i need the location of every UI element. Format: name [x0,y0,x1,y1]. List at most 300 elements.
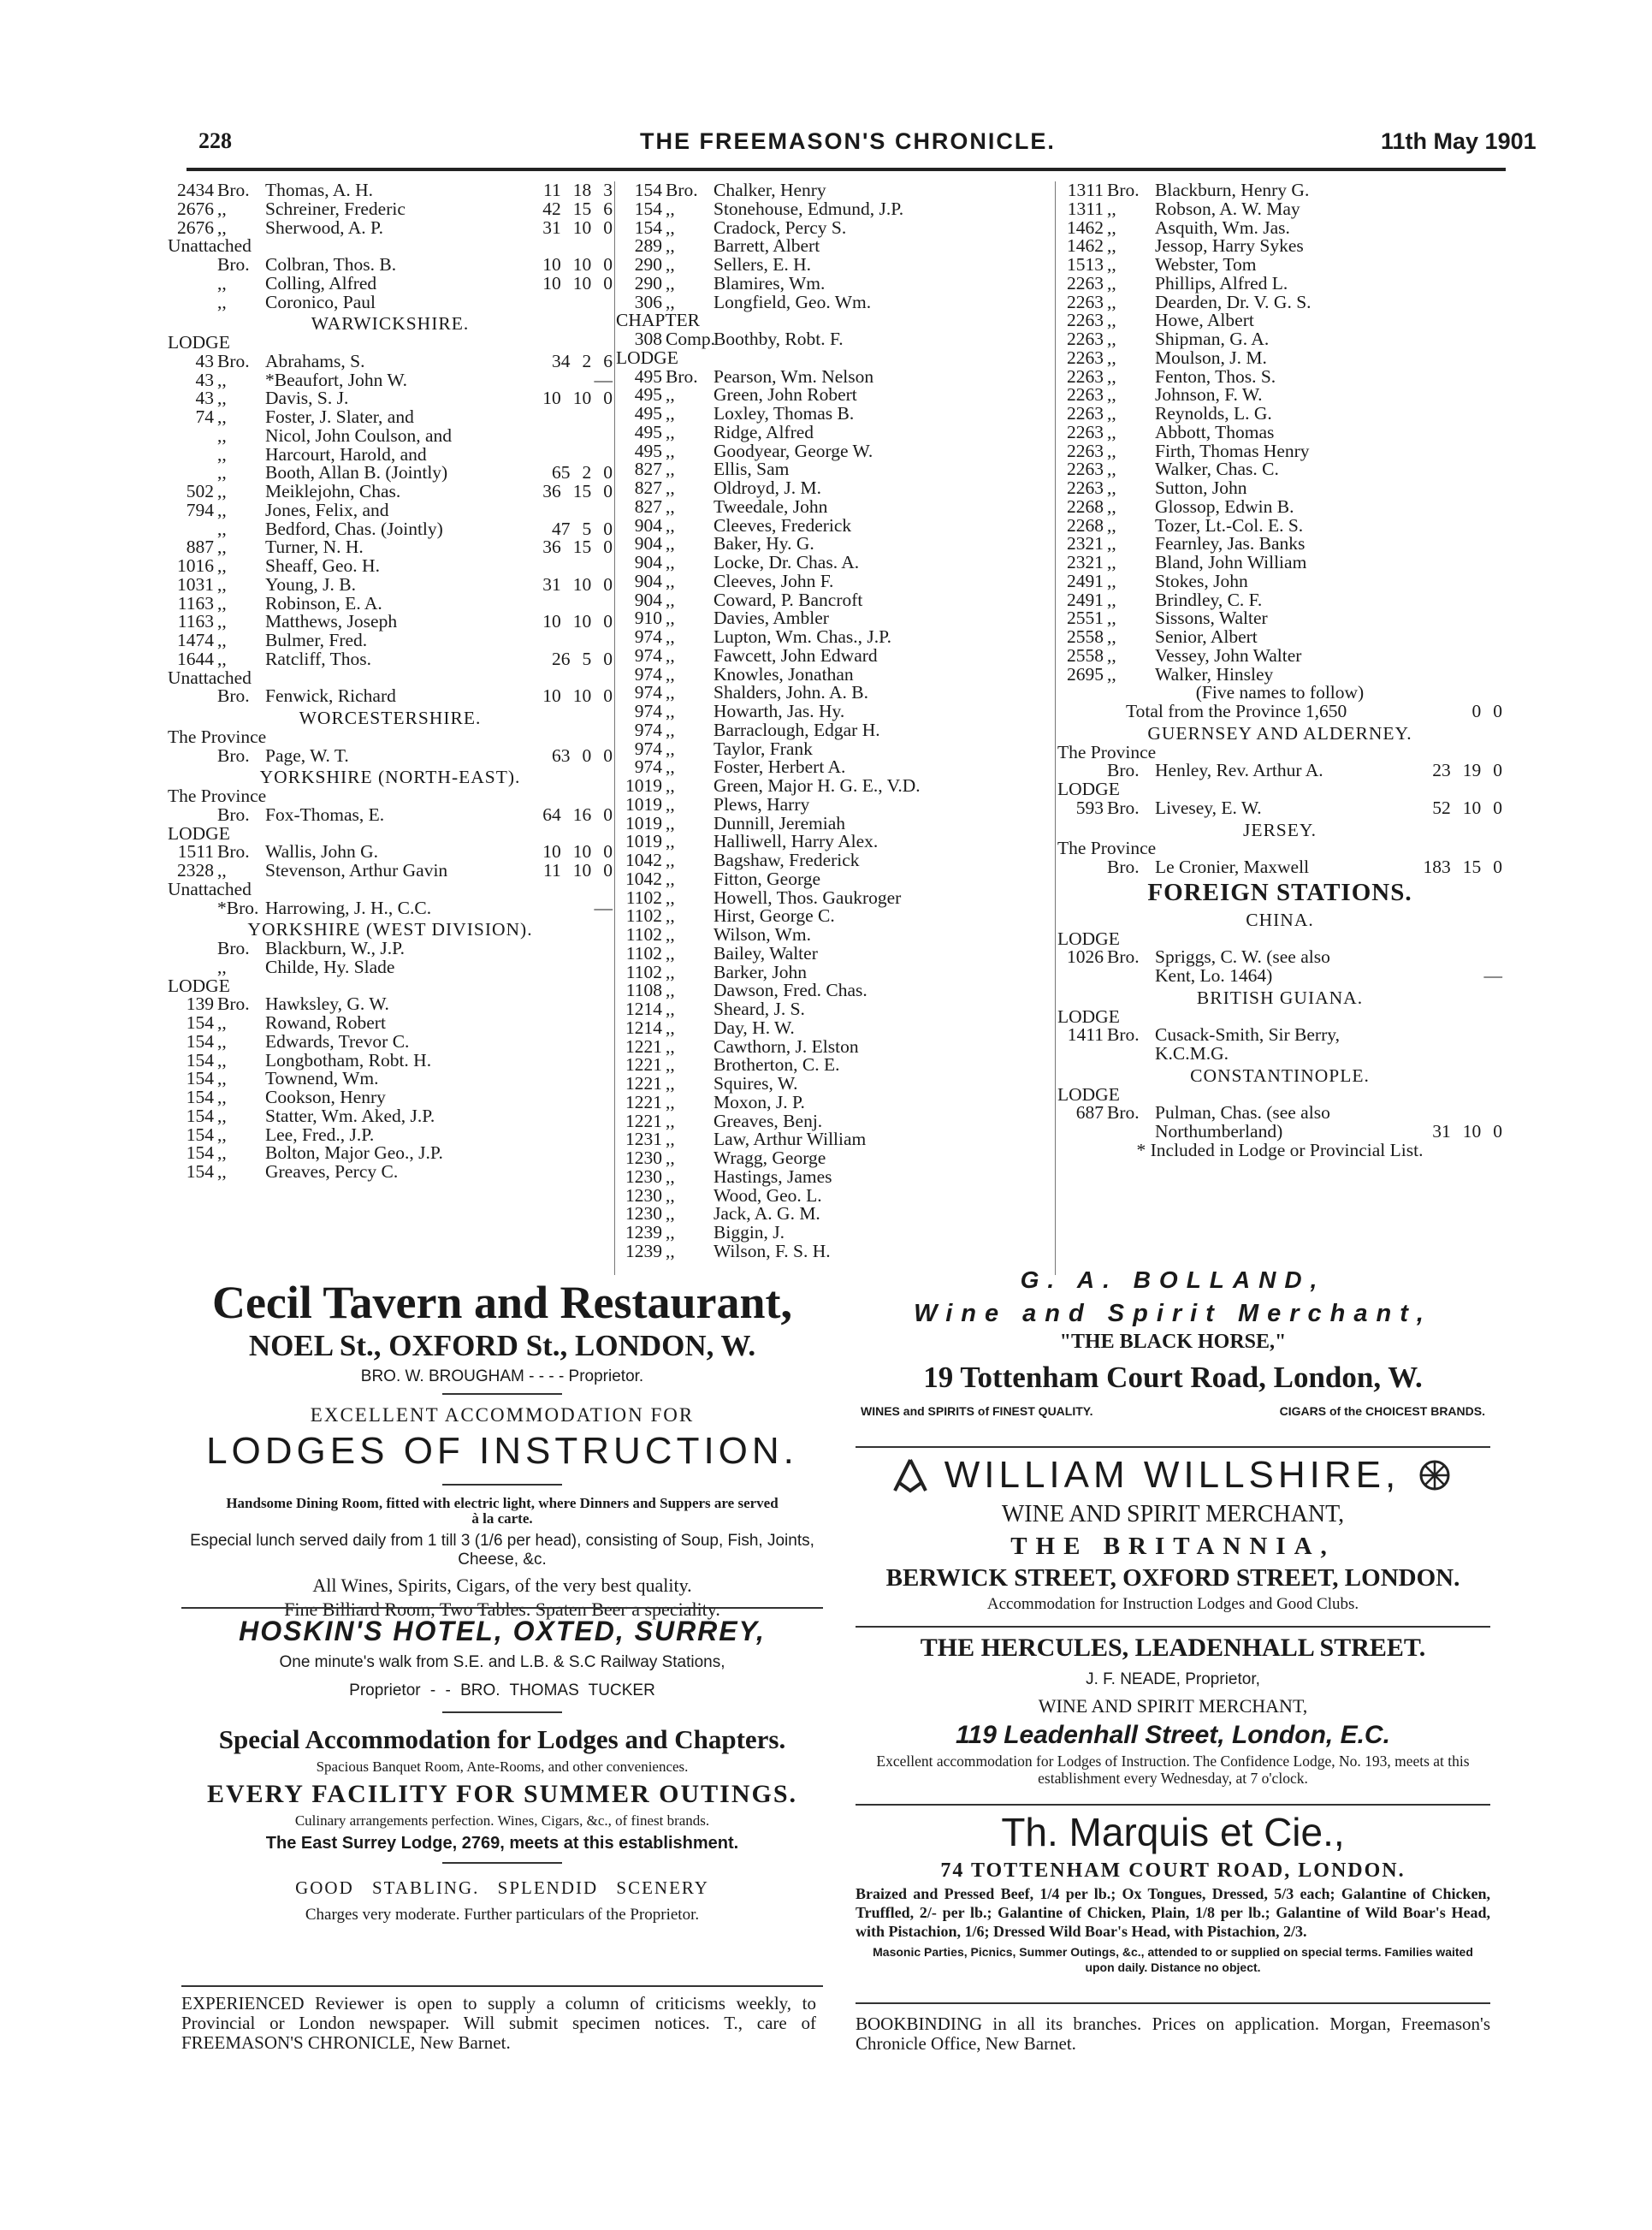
member-title: ,, [666,905,675,927]
member-name: Moulson, J. M. [1155,347,1267,368]
member-name: Robinson, E. A. [265,592,382,614]
list-item [1057,948,1502,967]
list-item [1057,572,1502,591]
list-item [1057,200,1502,219]
amount [501,181,613,200]
member-title: Bro. [217,938,250,958]
list-item [616,926,1052,945]
list-item [168,424,613,446]
member-title: ,, [666,1240,675,1261]
lodge-number: 74 [195,406,214,427]
list-item [616,216,1052,238]
lodge-number: 974 [634,756,662,778]
bolland-name: G. A. BOLLAND, [1020,1266,1326,1293]
amount [941,256,1052,275]
member-name: Sutton, John [1155,477,1247,498]
member-title: Bro. [1107,1102,1140,1124]
hercules-title: THE HERCULES, LEADENHALL STREET. [920,1634,1426,1662]
member-title: Bro. [666,180,698,200]
member-name: Dunnill, Jeremiah [713,812,846,833]
lodge-number [168,275,217,294]
member-title: ,, [1107,663,1116,685]
amount-part: 0 [603,611,613,632]
list-item [168,1049,613,1071]
member-title: ,, [666,1035,675,1057]
member-name: Baker, Hy. G. [713,533,814,555]
lodge-number: 1221 [625,1110,662,1131]
amount [1391,386,1502,405]
lodge-number: 154 [186,1124,214,1145]
lodge-number: 1019 [625,793,662,815]
member-name: Fawcett, John Edward [713,644,878,666]
amount [501,1088,613,1107]
lodge-number: 1163 [177,592,214,614]
list-item [616,1035,1052,1057]
member-name: Sheard, J. S. [713,999,805,1019]
list-item [616,572,1052,591]
amount [941,740,1052,759]
cecil-lodges: LODGES OF INSTRUCTION. [206,1430,798,1472]
list-item [168,501,613,520]
member-name: Fox-Thomas, E. [265,804,385,825]
list-item [616,386,1052,405]
lodge-number: 2328 [177,860,214,881]
lodge-number: 154 [186,1105,214,1126]
list-label: The Province [168,726,267,747]
section-heading: WORCESTERSHIRE. [299,708,482,728]
amount-part: 0 [603,860,613,881]
lodge-number: 2551 [1067,608,1104,629]
bolland-trade: Wine and Spirit Merchant, [914,1300,1432,1327]
amount-part: 18 [572,180,592,200]
amount [941,1205,1052,1224]
list-item [616,889,1052,908]
member-name: Oldroyd, J. M. [713,477,822,498]
list-item [1057,535,1502,554]
list-item [1057,495,1502,517]
list-item [616,942,1052,964]
member-name: Bulmer, Fred. [265,630,368,650]
section-heading: YORKSHIRE (NORTH-EAST). [259,767,521,788]
marquis-menu: Braized and Pressed Beef, 1/4 per lb.; Ox Tongues, Dressed, 5/3 each; Galantine of Chicken, Truffled, 2/- per lb.; Galantine of Chicken, Plain, 1/8 per lb.; Galantine of Wild Boar's Head, with Pistachion, 1/6; Dressed Wild Boar's Head, with Pistachion, 2/3. [856,1885,1490,1940]
lodge-number: 502 [186,481,214,501]
list-item [168,650,613,669]
list-item [616,1000,1052,1019]
member-name: Nicol, John Coulson, and [265,424,452,446]
list-item [168,389,613,408]
amount [941,870,1052,889]
member-name: Wilson, F. S. H. [713,1240,831,1261]
section-heading: GUERNSEY AND ALDERNEY. [1147,722,1412,744]
lodge-number: 1230 [625,1148,662,1168]
amount [1391,200,1502,219]
amount [1391,628,1502,647]
amount [941,498,1052,517]
member-name: Fearnley, Jas. Banks [1155,533,1306,555]
amount [941,479,1052,498]
amount [941,1149,1052,1168]
member-title: Bro. [217,841,250,863]
list-label: LODGE [1057,1005,1120,1027]
list-item [1057,421,1502,442]
amount [941,1130,1052,1149]
member-name: Childe, Hy. Slade [265,956,395,977]
amount [1391,1045,1502,1064]
member-name: Boothby, Robt. F. [713,329,844,349]
member-title: ,, [217,555,227,576]
list-item [168,806,613,825]
list-item [616,495,1052,517]
amount [501,650,613,669]
amount-part: 0 [603,388,613,409]
lodge-number: 1462 [1067,235,1104,257]
willshire-name: WILLIAM WILLSHIRE, [944,1454,1400,1496]
member-title: ,, [666,682,675,703]
amount [501,350,613,371]
amount [941,275,1052,294]
member-title: ,, [1107,291,1116,312]
member-name: Matthews, Joseph [265,611,398,632]
member-title: Comp. [666,329,715,349]
list-item [168,899,613,918]
member-name: Henley, Rev. Arthur A. [1155,760,1323,781]
member-name: Statter, Wm. Aked, J.P. [265,1105,435,1126]
lodge-number [168,256,217,275]
member-name: Sheaff, Geo. H. [265,555,380,576]
member-name: Robson, A. W. May [1155,198,1300,219]
list-label: The Province [1057,838,1157,859]
member-name: Firth, Thomas Henry [1155,440,1310,461]
amount [501,899,613,918]
amount [501,995,613,1014]
member-title: Bro. [1107,760,1140,781]
member-name: Bagshaw, Frederick [713,850,860,870]
member-title: ,, [217,1049,227,1071]
member-name: Cookson, Henry [265,1087,386,1107]
member-title [1107,1123,1155,1142]
member-name: Kent, Lo. 1464) [1155,965,1273,986]
lodge-number: 1239 [625,1222,662,1243]
amount-part: 10 [542,611,561,632]
list-item [168,940,613,958]
amount [1391,330,1502,349]
list-label: LODGE [168,822,230,844]
amount [501,1126,613,1145]
member-title: ,, [666,775,675,796]
ad-bolland [856,1263,1490,1420]
lodge-number: 827 [634,477,662,498]
amount [1391,424,1502,442]
amount [941,721,1052,740]
amount [501,538,613,557]
amount [1391,1026,1502,1045]
hercules-note: Excellent accommodation for Lodges of Instruction. The Confidence Lodge, No. 193, meets at this establishment every Wednesday, at 7 o'clock. [876,1753,1470,1787]
member-name: Longbotham, Robt. H. [265,1049,432,1071]
marquis-parties: Masonic Parties, Picnics, Summer Outings, &c., attended to or supplied on special terms. Families waited upon daily. Distance no object. [873,1945,1473,1974]
member-title: ,, [217,611,227,632]
amount [501,595,613,614]
amount [501,294,613,312]
amount-part: — [1483,965,1502,986]
member-title: Bro. [217,804,250,825]
list-item [616,421,1052,442]
lodge-number: 2491 [1067,570,1104,591]
list-item [168,464,613,483]
amount-part: 15 [572,481,592,501]
list-item [1057,479,1502,498]
britannia-crest-icon [1415,1456,1454,1495]
lodge-number: 904 [634,533,662,555]
lodge-number [1057,762,1107,780]
list-item [168,272,613,294]
amount-part: 0 [603,518,613,539]
amount-part: 3 [603,180,613,200]
column-rule-2 [1055,181,1056,1275]
lodge-number: 154 [186,1030,214,1052]
list-item [1057,442,1502,461]
member-name: Dearden, Dr. V. G. S. [1155,291,1312,312]
amount [1391,703,1502,721]
member-name: Turner, N. H. [265,537,364,558]
bolland-sign: "THE BLACK HORSE," [1059,1331,1287,1353]
list-item [616,1184,1052,1206]
amount [1391,609,1502,628]
member-title: ,, [666,1054,675,1076]
list-item [616,628,1052,647]
list-item [616,1056,1052,1075]
lodge-number: 1230 [625,1184,662,1206]
amount [941,1187,1052,1206]
amount-part: 10 [572,860,592,881]
member-title: ,, [217,499,227,520]
lodge-number: 2263 [1067,459,1104,480]
member-name: Cusack-Smith, Sir Berry, [1155,1024,1340,1046]
lodge-number: 1102 [625,961,662,982]
amount-part: 2 [582,462,592,483]
amount-part: 10 [542,685,561,707]
willshire-accom: Accommodation for Instruction Lodges and Good Clubs. [986,1595,1359,1613]
member-name: Locke, Dr. Chas. A. [713,552,860,572]
member-name: Howell, Thos. Gaukroger [713,887,902,908]
subscription-column-3 [1057,181,1502,1160]
hoskins-walk: One minute's walk from S.E. and L.B. & S.C Railway Stations, [279,1653,725,1671]
amount-part: 19 [1462,760,1482,781]
member-name: Law, Arthur William [713,1129,867,1150]
marquis-title: Th. Marquis et Cie., [1001,1810,1345,1854]
lodge-number: 794 [186,499,214,520]
member-title: ,, [666,663,675,685]
member-title: ,, [217,1087,227,1107]
list-item [616,1165,1052,1187]
list-item [616,256,1052,275]
member-name: Shalders, John. A. B. [713,682,868,703]
lodge-number: 974 [634,682,662,703]
amount [1391,479,1502,498]
lodge-number [168,806,217,825]
member-name: Cradock, Percy S. [713,216,847,238]
list-label: Unattached [168,667,252,688]
list-item [1057,644,1502,666]
amount [941,442,1052,461]
amount [941,200,1052,219]
member-title: ,, [1107,329,1116,349]
lodge-number: 1311 [1067,198,1104,219]
lodge-number: 2558 [1067,626,1104,647]
amount [941,1075,1052,1094]
list-item [616,870,1052,889]
member-title: ,, [666,644,675,666]
member-title: ,, [1107,533,1116,555]
section-heading: BRITISH GUIANA. [1196,987,1364,1008]
member-title: ,, [217,388,227,409]
member-name: Bailey, Walter [713,942,818,964]
lodge-number: 154 [634,216,662,238]
member-title: ,, [1107,403,1116,424]
lodge-number [168,899,217,918]
column-rule-1 [614,181,615,1275]
list-item [616,644,1052,666]
province-total [1057,703,1502,721]
member-title: ,, [217,272,227,294]
member-name: Coward, P. Bancroft [713,589,863,610]
lodge-number [168,427,217,446]
lodge-number: 2263 [1067,384,1104,406]
member-name: Lupton, Wm. Chas., J.P. [713,626,892,647]
willshire-house: THE BRITANNIA, [1010,1533,1335,1560]
lodge-number: 1102 [625,942,662,964]
amount-part: 0 [603,685,613,707]
amount [1391,572,1502,591]
member-title: Bro. [1107,797,1140,818]
list-label: LODGE [168,975,230,996]
member-title: ,, [217,956,227,977]
lodge-number: 290 [634,254,662,275]
section-title-foreign-stations: FOREIGN STATIONS. [1147,878,1412,906]
member-name: Vessey, John Walter [1155,644,1302,666]
member-name: Asquith, Wm. Jas. [1155,216,1290,238]
lodge-number: 154 [186,1161,214,1182]
hoskins-culinary: Culinary arrangements perfection. Wines, Cigars, &c., of finest brands. [294,1812,710,1829]
member-title: ,, [1107,459,1116,480]
amount [501,557,613,576]
cecil-proprietor: BRO. W. BROUGHAM - - - - Proprietor. [360,1367,644,1385]
section-heading: CHINA. [1246,909,1314,930]
lodge-number: 827 [634,459,662,480]
lodge-number: 1311 [1067,180,1104,200]
lodge-number: 2263 [1067,421,1104,442]
hoskins-title: HOSKIN'S HOTEL, OXTED, SURREY, [239,1616,766,1646]
list-item [1057,967,1502,986]
lodge-number: 2695 [1067,663,1104,685]
ad-reviewer: EXPERIENCED Reviewer is open to supply a column of criticisms weekly, to Provincial or London newspaper. Will submit specimen notices. T., care of FREEMASON'S CHRONICLE, New Barnet. [181,1993,816,2053]
lodge-number: 2268 [1067,514,1104,536]
member-title: ,, [666,850,675,870]
lodge-number: 1031 [177,573,214,595]
member-name: Jones, Felix, and [265,499,389,520]
list-item [616,1019,1052,1038]
member-name: Greaves, Benj. [713,1110,823,1131]
list-item [616,1224,1052,1243]
amount [941,460,1052,479]
member-title: ,, [666,1110,675,1131]
lodge-number: 1411 [1067,1024,1104,1046]
list-item [616,1075,1052,1094]
member-name: Fenton, Thos. S. [1155,365,1276,387]
amount [941,666,1052,685]
amount [941,535,1052,554]
member-title: ,, [1107,272,1116,294]
member-title: ,, [217,630,227,650]
member-title: ,, [666,756,675,778]
amount [501,613,613,632]
list-item [168,408,613,427]
member-title: ,, [1107,552,1116,572]
amount [501,632,613,650]
amount-part: 11 [543,180,561,200]
member-name: Blackburn, Henry G. [1155,180,1310,200]
amount [941,219,1052,238]
member-name: Senior, Albert [1155,626,1258,647]
amount [941,628,1052,647]
list-item [616,479,1052,498]
list-item [616,1112,1052,1131]
amount [941,1038,1052,1057]
amount [941,945,1052,964]
amount [1391,647,1502,666]
lodge-number: 593 [1075,797,1104,818]
list-item [168,538,613,557]
member-title: ,, [217,1068,227,1089]
lodge-number: 904 [634,552,662,572]
amount-part: 10 [542,388,561,409]
member-name: Sherwood, A. P. [265,216,383,238]
amount-part: 6 [603,350,613,371]
amount-part: 5 [582,648,592,669]
list-item [1057,609,1502,628]
member-name: Phillips, Alfred L. [1155,272,1288,294]
amount [941,1243,1052,1261]
amount-part: 63 [552,744,571,766]
member-title: ,, [666,719,675,740]
member-title: Bro. [1107,1024,1140,1046]
member-title: ,, [217,1124,227,1145]
member-title: ,, [666,570,675,591]
member-name: Davis, S. J. [265,388,349,409]
list-item [1057,628,1502,647]
amount-part: 0 [603,744,613,766]
lodge-number: 974 [634,719,662,740]
amount [1391,967,1502,986]
amount [501,501,613,520]
amount [501,483,613,501]
list-item [616,291,1052,312]
subscription-column-2 [616,181,1052,1261]
lodge-number: 1026 [1067,946,1104,968]
list-item [616,740,1052,759]
member-title: ,, [666,1073,675,1094]
lodge-number: 2676 [177,216,214,238]
member-name: Young, J. B. [265,573,356,595]
lodge-number: 2268 [1067,495,1104,517]
amount-part: 0 [603,254,613,275]
list-item [168,1014,613,1033]
member-title: ,, [217,406,227,427]
amount-part: 0 [1493,1121,1502,1142]
amount [941,1056,1052,1075]
list-item [616,181,1052,200]
member-title: ,, [666,608,675,629]
lodge-number [168,687,217,706]
